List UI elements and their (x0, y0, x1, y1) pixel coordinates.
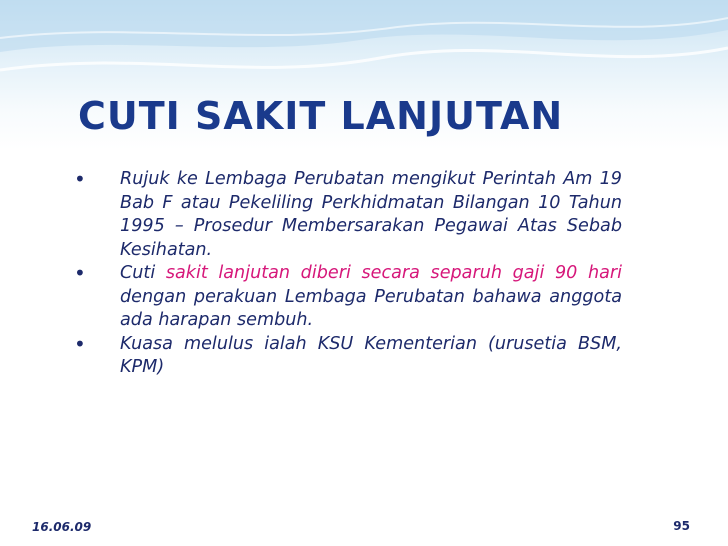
bullet-list (74, 168, 622, 380)
bullet-item-2 (74, 262, 622, 333)
bullet-text: Rujuk ke Lembaga Perubatan mengikut Perintah Am 19 Bab F atau Pekeliling Perkhidmatan Bilangan 10 Tahun 1995 – Prosedur Membersarakan Pegawai Atas Sebab Kesihatan. (120, 169, 622, 260)
bullet-text-suffix: dengan perakuan Lembaga Perubatan bahawa anggota ada harapan sembuh. (120, 286, 622, 330)
bullet-item-1 (74, 168, 622, 262)
bullet-icon: • (74, 167, 86, 191)
bullet-text-prefix: Cuti (120, 263, 166, 283)
bullet-icon: • (74, 331, 86, 356)
bullet-highlight-text: sakit lanjutan diberi secara separuh gaji 90 hari (165, 263, 622, 283)
bullet-item-3 (74, 333, 622, 380)
page-number: 95 (673, 519, 690, 533)
bullet-icon: • (74, 261, 86, 285)
slide-title: CUTI SAKIT LANJUTAN (78, 94, 564, 138)
bullet-text: Kuasa melulus ialah KSU Kementerian (urusetia BSM, KPM) (120, 333, 622, 377)
slide-date: 16.06.09 (32, 520, 92, 534)
